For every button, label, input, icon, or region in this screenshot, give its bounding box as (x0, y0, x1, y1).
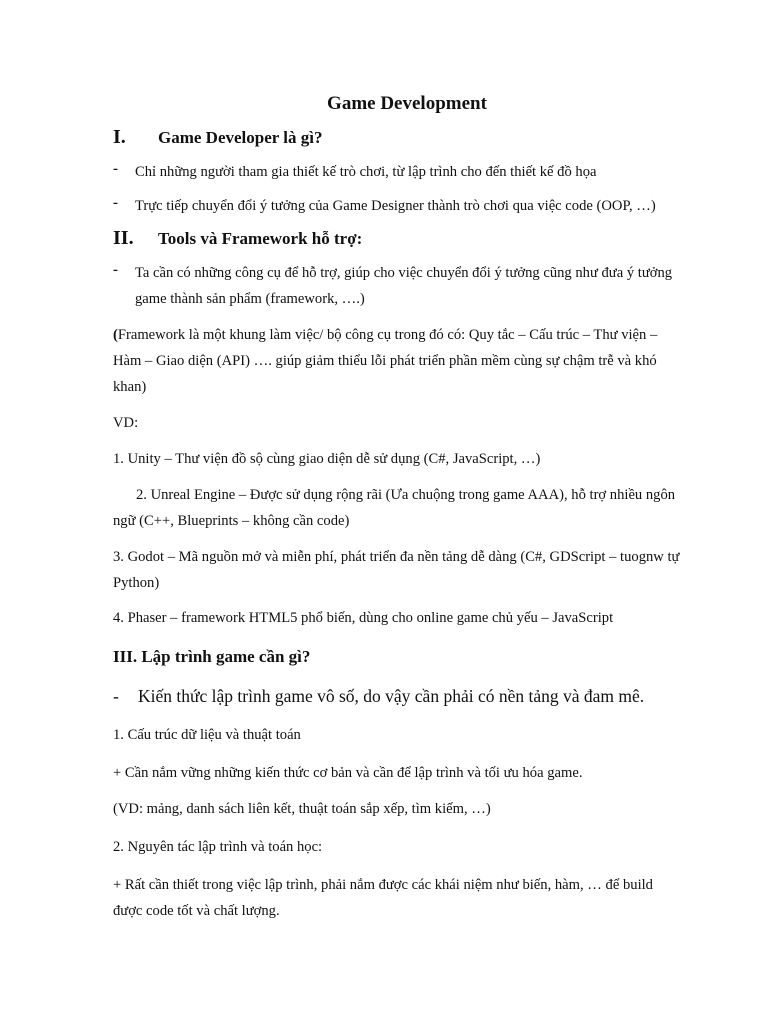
section-1-numeral: I. (113, 126, 126, 148)
tool-item-2-line-2: ngữ (C++, Blueprints – không cần code) (113, 513, 350, 529)
framework-paragraph-line-2: Hàm – Giao diện (API) …. giúp giảm thiểu lỗi phát triển phần mềm cùng sự chậm trễ và khó (113, 353, 657, 369)
tool-item-3-line-2: Python) (113, 575, 160, 591)
framework-paragraph-line-3: khan) (113, 379, 147, 395)
section-3-heading: III. Lập trình game cần gì? (113, 647, 311, 666)
tool-item-3-line-1: 3. Godot – Mã nguồn mở và miễn phí, phát triển đa nền tảng dễ dàng (C#, GDScript – tuognw tự (113, 549, 680, 565)
section-3-lead: Kiến thức lập trình game vô số, do vậy cần phải có nền tảng và đam mê. (138, 686, 645, 706)
bullet-dash: - (113, 262, 118, 278)
section-3-point-1-example: (VD: mảng, danh sách liên kết, thuật toán sắp xếp, tìm kiếm, …) (113, 801, 491, 817)
section-2-bullet-line-2: game thành sản phẩm (framework, ….) (135, 291, 365, 307)
framework-paragraph-line-1 (113, 322, 657, 348)
tool-item-1: 1. Unity – Thư viện đồ sộ cùng giao diện dễ sử dụng (C#, JavaScript, …) (113, 451, 541, 467)
tool-item-2-line-1: 2. Unreal Engine – Được sử dụng rộng rãi (Ưa chuộng trong game AAA), hỗ trợ nhiều ngôn (136, 487, 676, 503)
section-3-point-1: 1. Cấu trúc dữ liệu và thuật toán (113, 727, 301, 743)
section-1-heading: Game Developer là gì? (158, 128, 323, 147)
framework-text-line-1: Framework là một khung làm việc/ bộ công cụ trong đó có: Quy tắc – Cấu trúc – Thư viện – (117, 327, 658, 343)
section-3-point-2-detail-line-1: + Rất cần thiết trong việc lập trình, phải nắm được các khái niệm như biến, hàm, … để build (113, 877, 653, 893)
section-2-numeral: II. (113, 227, 134, 249)
section-3-point-2-detail-line-2: được code tốt và chất lượng. (113, 903, 280, 919)
section-3-point-1-detail: + Cần nắm vững những kiến thức cơ bản và cần để lập trình và tối ưu hóa game. (113, 765, 583, 781)
bullet-dash: - (113, 195, 118, 211)
section-2-bullet-line-1: Ta cần có những công cụ để hỗ trợ, giúp cho việc chuyển đổi ý tưởng cũng như đưa ý tưởng (135, 265, 673, 281)
tool-item-4: 4. Phaser – framework HTML5 phổ biến, dùng cho online game chủ yếu – JavaScript (113, 610, 614, 626)
bullet-dash: - (113, 686, 119, 706)
bullet-dash: - (113, 161, 118, 177)
section-1-bullet-1: Chỉ những người tham gia thiết kế trò chơi, từ lập trình cho đến thiết kế đồ họa (135, 164, 597, 180)
vd-label: VD: (113, 415, 139, 431)
section-2-heading: Tools và Framework hỗ trợ: (158, 229, 363, 248)
page-title: Game Development (327, 93, 487, 114)
section-3-point-2: 2. Nguyên tác lập trình và toán học: (113, 839, 323, 855)
section-1-bullet-2: Trực tiếp chuyển đổi ý tưởng của Game Designer thành trò chơi qua việc code (OOP, …) (135, 198, 656, 214)
framework-open-paren: ( (113, 327, 118, 343)
